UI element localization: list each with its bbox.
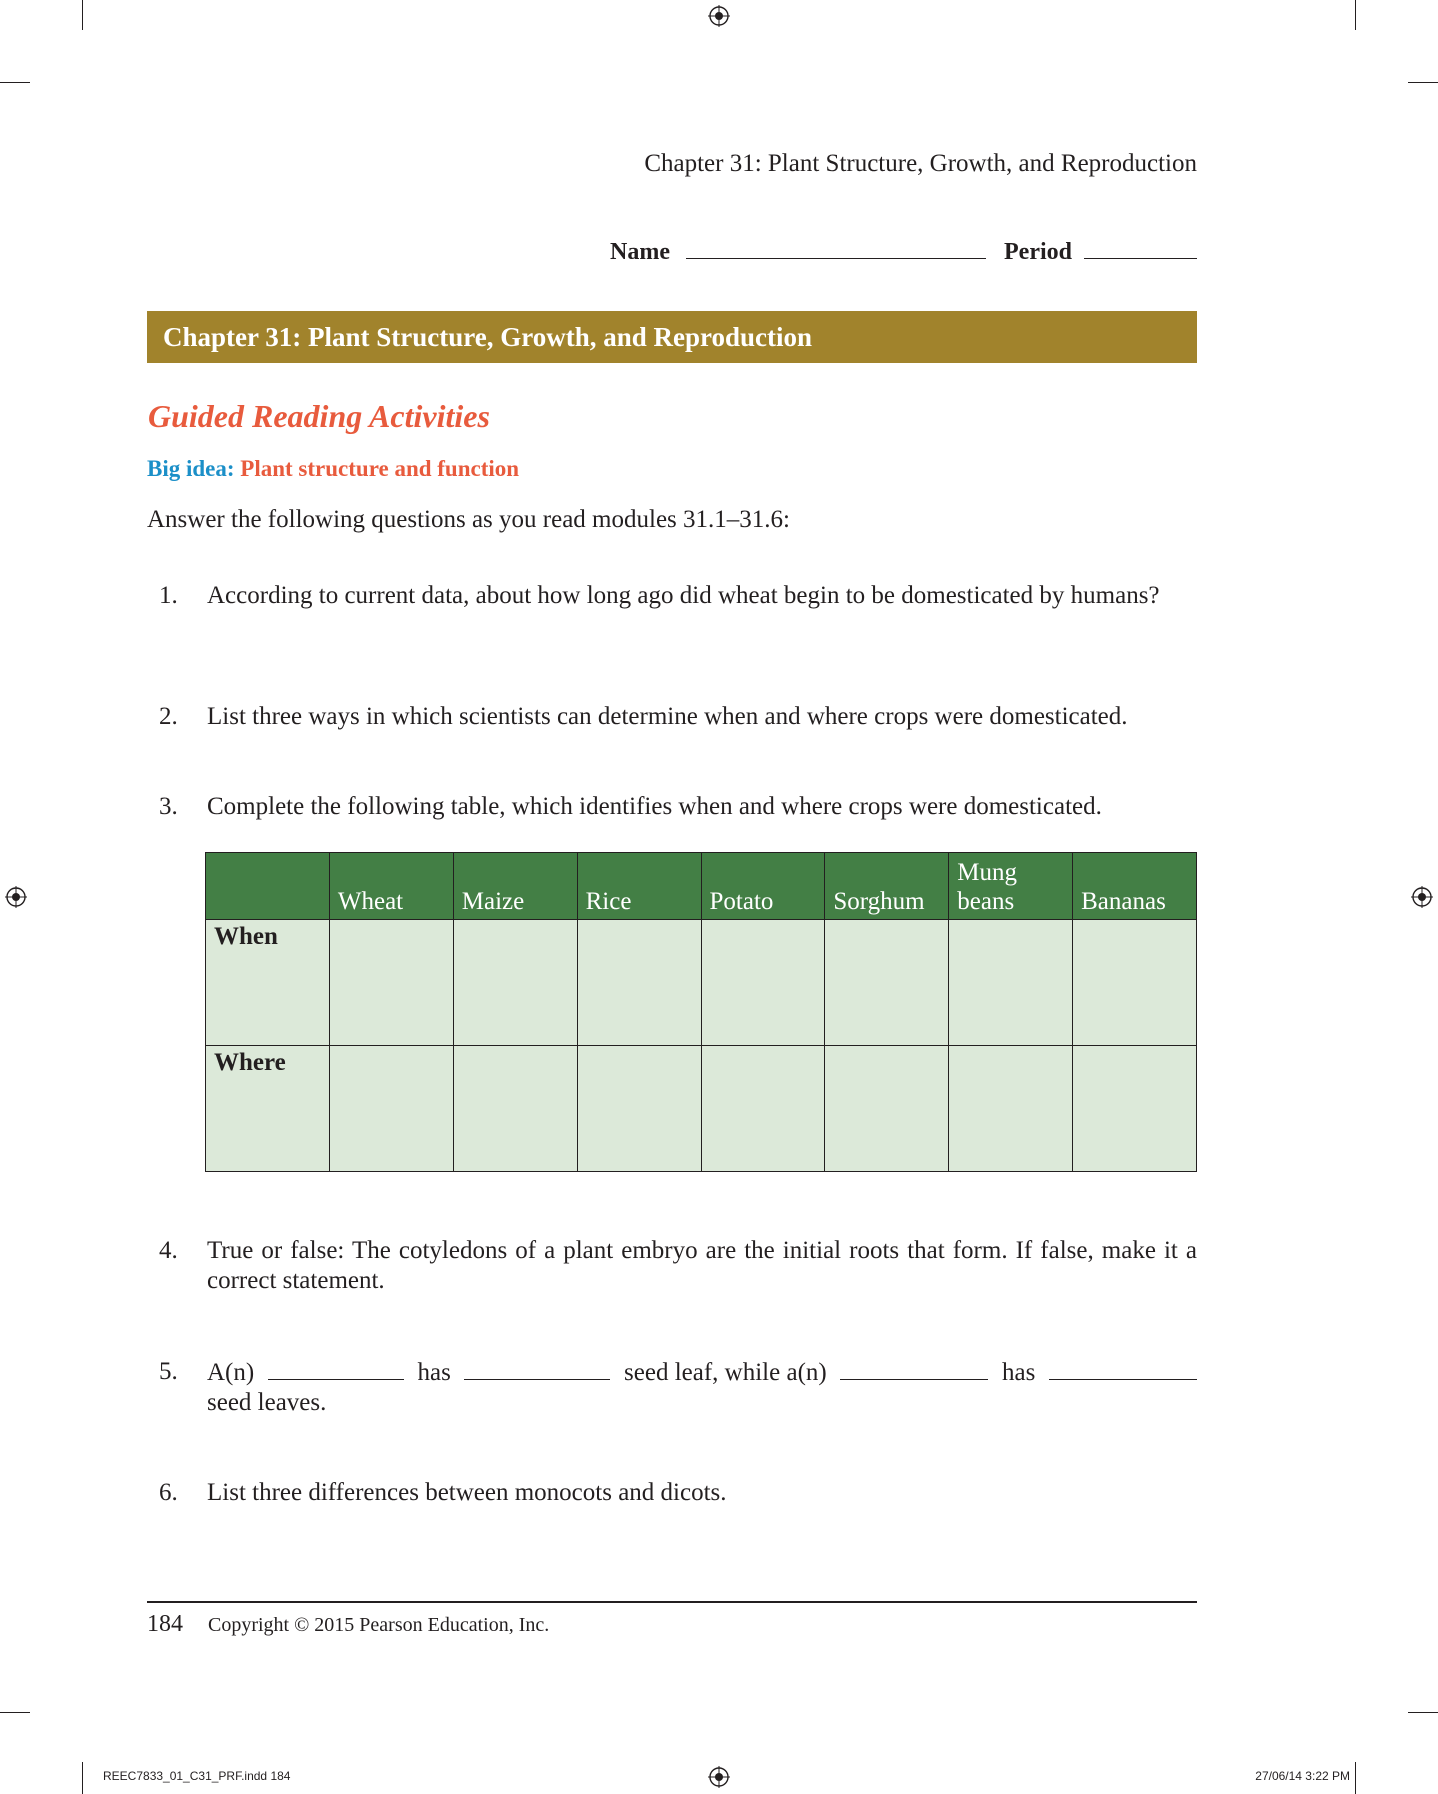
column-header: Potato xyxy=(701,853,825,920)
table-row xyxy=(206,920,1197,1046)
answer-cell[interactable] xyxy=(329,920,453,1046)
period-label: Period xyxy=(1004,239,1072,265)
question-text: Complete the following table, which identifies when and where crops were domesticated. xyxy=(207,793,1102,820)
table-header-row xyxy=(206,853,1197,920)
question-text-part: A(n) xyxy=(207,1359,255,1386)
big-idea xyxy=(147,456,519,482)
registration-mark-icon xyxy=(708,5,730,27)
question-number: 3. xyxy=(159,793,178,820)
question-number: 6. xyxy=(159,1479,178,1506)
answer-cell[interactable] xyxy=(1073,1046,1197,1172)
question-text xyxy=(207,1357,1197,1418)
crop-mark xyxy=(1408,1712,1438,1713)
page-number: 184 xyxy=(147,1611,183,1637)
question-number: 5. xyxy=(159,1358,178,1385)
crop-mark xyxy=(1408,82,1438,83)
blank-field[interactable] xyxy=(840,1357,988,1380)
crop-mark xyxy=(82,0,83,30)
column-header: Mung beans xyxy=(949,853,1073,920)
answer-cell[interactable] xyxy=(825,920,949,1046)
answer-cell[interactable] xyxy=(701,920,825,1046)
copyright: Copyright © 2015 Pearson Education, Inc. xyxy=(208,1614,550,1636)
blank-field[interactable] xyxy=(268,1357,404,1380)
name-period-row xyxy=(610,236,1197,266)
footer-rule xyxy=(147,1601,1197,1603)
name-label: Name xyxy=(610,239,671,265)
question-text-part: seed leaf, while a(n) xyxy=(624,1359,827,1386)
crop-mark xyxy=(1355,0,1356,30)
running-head: Chapter 31: Plant Structure, Growth, and Reproduction xyxy=(644,150,1197,177)
registration-mark-icon xyxy=(5,886,27,908)
slug-filename: REEC7833_01_C31_PRF.indd 184 xyxy=(103,1769,291,1783)
blank-field[interactable] xyxy=(464,1357,610,1380)
question-text-part: has xyxy=(1001,1359,1036,1386)
answer-cell[interactable] xyxy=(329,1046,453,1172)
row-header: When xyxy=(206,920,330,1046)
section-title: Guided Reading Activities xyxy=(148,398,490,434)
question-text: According to current data, about how long ago did wheat begin to be domesticated by humans? xyxy=(207,582,1160,609)
row-header: Where xyxy=(206,1046,330,1172)
big-idea-label: Big idea: xyxy=(147,456,235,481)
question-text-part: has xyxy=(417,1359,451,1386)
answer-cell[interactable] xyxy=(453,1046,577,1172)
column-header: Sorghum xyxy=(825,853,949,920)
table-corner-cell xyxy=(206,853,330,920)
answer-cell[interactable] xyxy=(453,920,577,1046)
question-text: True or false: The cotyledons of a plant embryo are the initial roots that form. If false, make it a correct statement. xyxy=(207,1237,1197,1294)
question-text: List three ways in which scientists can determine when and where crops were domesticated. xyxy=(207,703,1128,730)
slug-date: 27/06/14 3:22 PM xyxy=(1255,1769,1350,1783)
question-text-part: seed leaves. xyxy=(207,1389,327,1416)
table-row xyxy=(206,1046,1197,1172)
question-number: 4. xyxy=(159,1237,178,1264)
crop-mark xyxy=(1355,1762,1356,1794)
period-field[interactable] xyxy=(1084,236,1197,259)
column-header: Maize xyxy=(453,853,577,920)
chapter-banner: Chapter 31: Plant Structure, Growth, and Reproduction xyxy=(147,311,1197,363)
instructions: Answer the following questions as you read modules 31.1–31.6: xyxy=(147,506,790,533)
name-field[interactable] xyxy=(686,236,986,259)
big-idea-value: Plant structure and function xyxy=(240,456,520,481)
answer-cell[interactable] xyxy=(949,1046,1073,1172)
answer-cell[interactable] xyxy=(701,1046,825,1172)
domestication-table xyxy=(205,852,1197,1172)
column-header: Bananas xyxy=(1073,853,1197,920)
answer-cell[interactable] xyxy=(1073,920,1197,1046)
column-header: Rice xyxy=(577,853,701,920)
answer-cell[interactable] xyxy=(949,920,1073,1046)
crop-mark xyxy=(82,1762,83,1794)
question-number: 2. xyxy=(159,703,178,730)
crop-mark xyxy=(0,1712,30,1713)
answer-cell[interactable] xyxy=(577,920,701,1046)
answer-cell[interactable] xyxy=(577,1046,701,1172)
registration-mark-icon xyxy=(1411,886,1433,908)
question-text: List three differences between monocots and dicots. xyxy=(207,1479,727,1506)
question-number: 1. xyxy=(159,582,178,609)
blank-field[interactable] xyxy=(1049,1357,1197,1380)
crop-mark xyxy=(0,82,30,83)
column-header: Wheat xyxy=(329,853,453,920)
registration-mark-icon xyxy=(708,1766,730,1788)
answer-cell[interactable] xyxy=(825,1046,949,1172)
